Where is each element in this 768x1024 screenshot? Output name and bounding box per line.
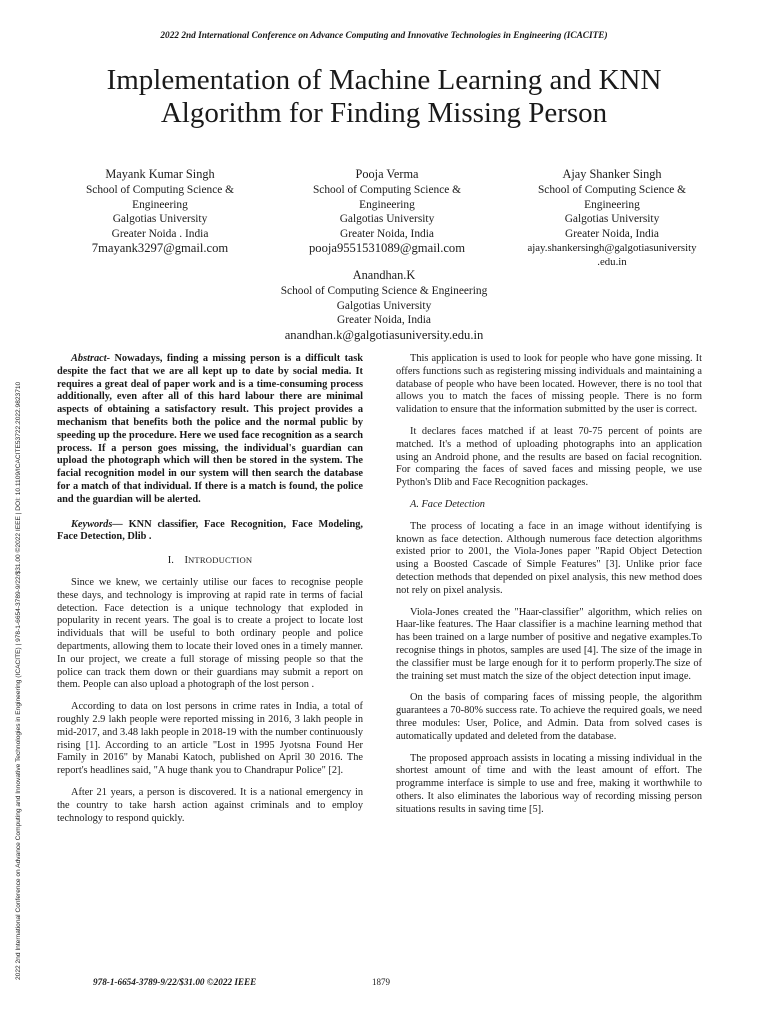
author-university: Galgotias University: [564, 213, 660, 226]
abstract: [57, 353, 363, 507]
author-university: Galgotias University: [336, 299, 432, 312]
body-paragraph: On the basis of comparing faces of missing people, the algorithm guarantees a 70-80% success rate. To achieve the required goals, we need three modules: User, Police, and Admin. Data from solved cases is automatically updated and deleted from the database.: [396, 692, 702, 742]
section-title-rest: NTRODUCTION: [188, 555, 253, 566]
author-email: pooja9551531089@gmail.com: [308, 241, 466, 256]
title-line-2: Algorithm for Finding Missing Person: [160, 97, 608, 129]
keywords-label: Keywords—: [71, 518, 123, 530]
section-title-initial: I: [184, 555, 189, 567]
section-heading-introduction: [57, 554, 363, 568]
author-city: Greater Noida, India: [565, 227, 659, 240]
author-name: Mayank Kumar Singh: [105, 167, 215, 181]
title-line-1: Implementation of Machine Learning and KNN: [106, 64, 662, 96]
author-email: ajay.shankersingh@galgotiasuniversity: [527, 242, 697, 255]
author-email: 7mayank3297@gmail.com: [91, 241, 229, 256]
section-number: I.: [167, 555, 174, 567]
keywords-text: KNN classifier, Face Recognition, Face Modeling, Face Detection, Dlib .: [57, 518, 363, 543]
author-university: Galgotias University: [112, 213, 208, 226]
body-paragraph: After 21 years, a person is discovered. It is a national emergency in the country to take harsh action against criminals and to employ technology to respond quickly.: [57, 786, 363, 824]
abstract-label: Abstract-: [71, 353, 111, 364]
author-name: Anandhan.K: [352, 268, 416, 282]
body-paragraph: Viola-Jones created the "Haar-classifier" algorithm, which relies on Haar-like features. The Haar classifier is a machine learning method that has been trained on a large number of positive and negative examples.To recognise things in photos, samples are used [4]. The size of the image in the classifier must be large enough for it to perform properly.The size of the training set must match the size of the object detection input image.: [396, 606, 702, 682]
author-dept: School of Computing Science &: [85, 184, 235, 197]
footer-copyright: 978-1-6654-3789-9/22/$31.00 ©2022 IEEE: [93, 977, 257, 987]
side-doi-text: 2022 2nd International Conference on Advance Computing and Innovative Technologies in Engineering (ICACITE) | 978-1-6654-3789-9/22/$31.00 ©2022 IEEE | DOI: 10.1109/ICACITE53722.2022.9823710: [15, 381, 22, 980]
author-dept-cont: Engineering: [584, 198, 640, 211]
author-block: [287, 167, 487, 256]
right-column: [396, 353, 702, 826]
body-paragraph: The process of locating a face in an image without identifying is known as face detection. Although numerous face detection algorithms existed prior to 2001, the Viola-Jones paper "Rapid Object Detection using a Boosted Cascade of Simple Features" [3]. Unlike prior face detection methods that depended on pixel analysis, this new method does not rely on pixel analysis.: [396, 520, 702, 596]
author-dept-cont: Engineering: [132, 198, 188, 211]
author-block: [60, 167, 260, 256]
author-block: [512, 167, 712, 269]
page-number: 1879: [372, 977, 390, 987]
author-block: [244, 268, 524, 343]
author-email: anandhan.k@galgotiasuniversity.edu.in: [284, 327, 484, 342]
author-city: Greater Noida, India: [340, 227, 434, 240]
author-city: Greater Noida . India: [111, 227, 209, 240]
keywords: [57, 519, 363, 545]
author-email-cont: .edu.in: [597, 256, 627, 269]
author-dept-cont: Engineering: [359, 198, 415, 211]
body-paragraph: The proposed approach assists in locating a missing individual in the shortest amount of time and with the least amount of effort. The programme interface is simple to use and free, making it worthwhile to others. It also eliminates the laborious way of recording missing person situations results in saving time [5].: [396, 752, 702, 815]
paper-title: [40, 64, 728, 130]
body-paragraph: This application is used to look for people who have gone missing. It offers functions such as registering missing individuals and maintaining a database of people who have been located. However, there is no tool that allows you to match the faces of missing people. There is no form validation to ensure that the information submitted by the user is correct.: [396, 353, 702, 416]
author-name: Ajay Shanker Singh: [562, 167, 662, 181]
author-city: Greater Noida, India: [337, 314, 431, 327]
author-dept: School of Computing Science &: [312, 184, 462, 197]
abstract-text: Nowadays, finding a missing person is a difficult task despite the fact that we are all kept up to date by social media. It requires a great deal of paper work and is a time-consuming process additionally, even after all of this hard labour there are minimal aspects of obtaining a satisfactory result. This project provides a mechanism that benefits both the police and the normal public by speeding up the procedure. Here we used face recognition as a search process. If a person goes missing, the individual's guardian can upload the photograph which will then be stored in the system. The facial recognition model in our system will then search the database for a match of that individual. If there is a match is found, the police and the guardian will be alerted.: [57, 353, 363, 505]
body-paragraph: According to data on lost persons in crime rates in India, a total of roughly 2.9 lakh people were reported missing in 2016, 3 lakh people in mid-2017, and 3.48 lakh people in 2018-19 with the number continuously rising [1]. According to an article "Lost in 1995 Jyotsna Found Her Family in 2016" by Manabi Katoch, published on April 30 2016. The report's headlines said, "A huge thank you to Chandrapur Police" [2].: [57, 701, 363, 777]
author-name: Pooja Verma: [355, 167, 419, 181]
left-column: [57, 353, 363, 834]
author-dept: School of Computing Science &: [537, 184, 687, 197]
conference-header: 2022 2nd International Conference on Advance Computing and Innovative Technologies in Engineering (ICACITE): [160, 31, 608, 41]
subsection-heading-face-detection: A. Face Detection: [410, 498, 485, 510]
body-paragraph: It declares faces matched if at least 70-75 percent of points are matched. It's a method of uploading photographs into an application using an Android phone, and the results are based on facial recognition. For comparing the faces of saved faces and missing people, we use Python's Dlib and Face Recognition packages.: [396, 425, 702, 489]
author-dept: School of Computing Science & Engineering: [280, 285, 488, 298]
author-university: Galgotias University: [339, 213, 435, 226]
body-paragraph: Since we knew, we certainly utilise our faces to recognise people these days, and technology is improving at rapid rate in terms of facial detection. Face detection is a unique technology that exploded in popularity in recent years. The goal is to create a project to locate lost individuals that will be useful to both ordinary people and police departments, allowing them to locate their loved ones in a timely manner. In our project, we create a full storage of missing people so that the police can track them down or their guardians may submit a report on them. People can also upload a photograph of the lost person .: [57, 576, 363, 691]
